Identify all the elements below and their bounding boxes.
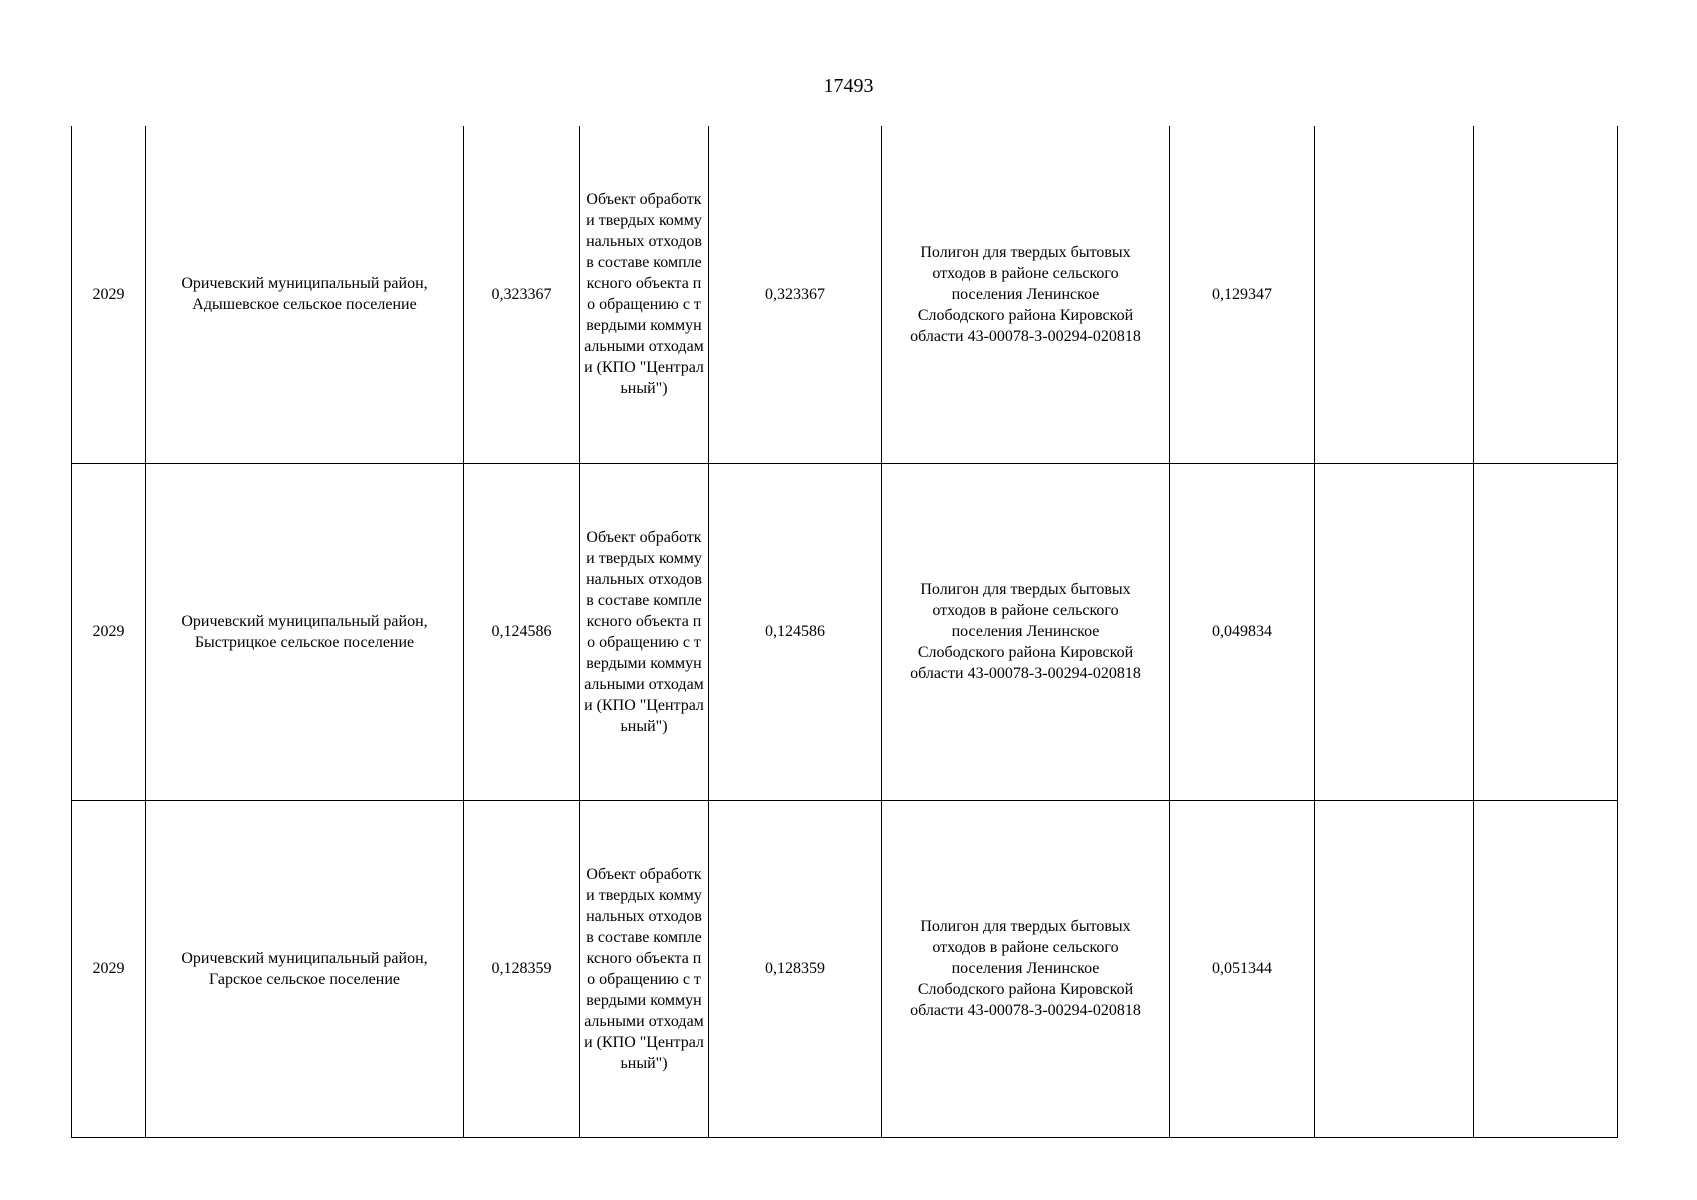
landfill-line: Полигон для твердых бытовых xyxy=(920,581,1131,598)
volume-object-cell: 0,323367 xyxy=(709,126,882,463)
volume-landfill-cell: 0,049834 xyxy=(1170,463,1315,800)
volume-object-cell: 0,128359 xyxy=(709,800,882,1137)
object-type-cell xyxy=(580,463,709,800)
waste-flow-table xyxy=(71,126,1618,1138)
landfill-line: области 43-00078-З-00294-020818 xyxy=(910,1002,1141,1019)
empty-cell xyxy=(1315,800,1474,1137)
empty-cell xyxy=(1315,126,1474,463)
object-type-text: Объект обработки твердых коммунальных отходов в составе комплексного объекта по обращению с твердыми коммунальными отходами (КПО "Центральный") xyxy=(584,528,704,735)
landfill-line: поселения Ленинское xyxy=(951,285,1100,303)
territory-cell xyxy=(146,126,464,463)
object-type-text: Объект обработки твердых коммунальных отходов в составе комплексного объекта по обращению с твердыми коммунальными отходами (КПО "Центральный") xyxy=(584,191,704,398)
landfill-line: области 43-00078-З-00294-020818 xyxy=(910,665,1141,682)
year-cell: 2029 xyxy=(72,126,146,463)
landfill-line: отходов в районе сельского xyxy=(932,264,1119,282)
territory-line: Быстрицкое сельское поселение xyxy=(194,633,415,651)
landfill-line: Полигон для твердых бытовых xyxy=(920,918,1131,935)
territory-line: Адышевское сельское поселение xyxy=(192,296,417,314)
landfill-cell xyxy=(882,800,1170,1137)
volume-total-cell: 0,128359 xyxy=(464,800,580,1137)
empty-cell xyxy=(1315,463,1474,800)
landfill-line: Слободского района Кировской xyxy=(917,981,1134,998)
volume-object-cell: 0,124586 xyxy=(709,463,882,800)
territory-line: Гарское сельское поселение xyxy=(208,970,401,988)
territory-line: Оричевский муниципальный район, xyxy=(181,612,428,630)
landfill-cell xyxy=(882,126,1170,463)
territory-cell xyxy=(146,463,464,800)
table-row xyxy=(72,800,1618,1137)
volume-landfill-cell: 0,051344 xyxy=(1170,800,1315,1137)
table-row xyxy=(72,463,1618,800)
landfill-line: области 43-00078-З-00294-020818 xyxy=(910,327,1141,345)
landfill-line: отходов в районе сельского xyxy=(932,939,1119,956)
year-cell: 2029 xyxy=(72,463,146,800)
empty-cell xyxy=(1474,463,1618,800)
empty-cell xyxy=(1474,126,1618,463)
volume-landfill-cell: 0,129347 xyxy=(1170,126,1315,463)
landfill-line: отходов в районе сельского xyxy=(932,602,1119,619)
object-type-cell xyxy=(580,800,709,1137)
volume-total-cell: 0,323367 xyxy=(464,126,580,463)
object-type-cell xyxy=(580,126,709,463)
territory-line: Оричевский муниципальный район, xyxy=(181,275,428,293)
landfill-line: Слободского района Кировской xyxy=(917,306,1134,324)
landfill-line: Слободского района Кировской xyxy=(917,644,1134,661)
empty-cell xyxy=(1474,800,1618,1137)
landfill-line: поселения Ленинское xyxy=(951,623,1100,640)
landfill-line: поселения Ленинское xyxy=(951,960,1100,977)
year-cell: 2029 xyxy=(72,800,146,1137)
landfill-line: Полигон для твердых бытовых xyxy=(920,243,1131,261)
territory-line: Оричевский муниципальный район, xyxy=(181,949,428,967)
landfill-cell xyxy=(882,463,1170,800)
table-row xyxy=(72,126,1618,463)
object-type-text: Объект обработки твердых коммунальных отходов в составе комплексного объекта по обращению с твердыми коммунальными отходами (КПО "Центральный") xyxy=(584,865,704,1072)
territory-cell xyxy=(146,800,464,1137)
volume-total-cell: 0,124586 xyxy=(464,463,580,800)
page-number: 17493 xyxy=(823,75,874,97)
